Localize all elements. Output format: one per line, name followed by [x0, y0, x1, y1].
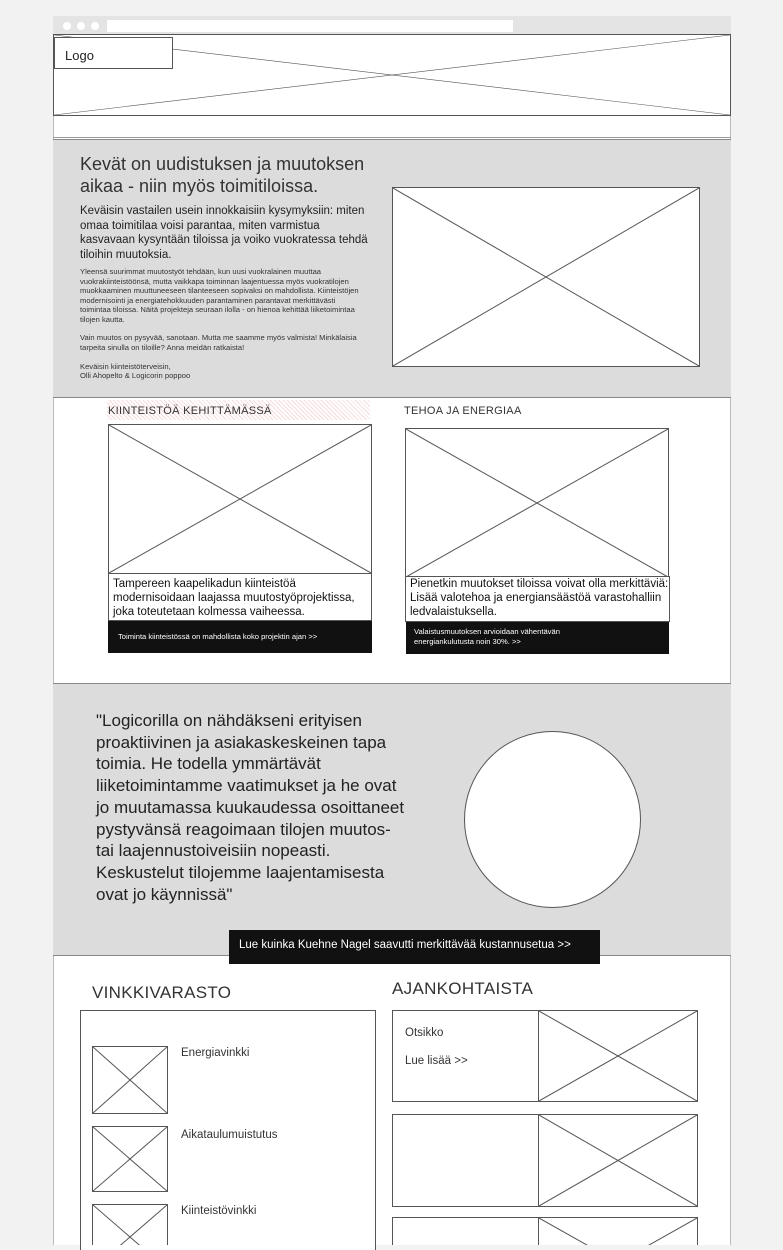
header-divider	[53, 137, 731, 138]
news-title: AJANKOHTAISTA	[392, 979, 534, 998]
hero-signature-line-2: Olli Ahopelto & Logicorin poppoo	[80, 371, 191, 380]
news-item-2-image-placeholder	[538, 1114, 698, 1207]
card-1-heading: KIINTEISTÖÄ KEHITTÄMÄSSÄ	[108, 405, 272, 417]
hero-image-placeholder	[392, 187, 700, 367]
card-2-image-placeholder	[405, 428, 669, 578]
hero-body-2: Vain muutos on pysyvää, sanotaan. Mutta me saamme myös valmista! Minkälaisia tarpeita sinulla on tiloille? Anna meidän ratkaista!	[80, 333, 357, 352]
testimonial-cta-label: Lue kuinka Kuehne Nagel saavutti merkittävää kustannusetua >>	[239, 939, 571, 951]
card-2-cta-button[interactable]	[406, 622, 669, 654]
window-maximize-dot[interactable]	[91, 22, 99, 30]
tip-3-label[interactable]: Kiinteistövinkki	[181, 1205, 257, 1217]
tip-2-label[interactable]: Aikataulumuistutus	[181, 1129, 278, 1141]
news-item-1-link[interactable]: Lue lisää >>	[405, 1055, 468, 1067]
card-1-image-placeholder	[108, 424, 372, 574]
testimonial-quote: "Logicorilla on nähdäkseni erityisen proaktiivinen ja asiakaskeskeinen tapa toimia. He todella ymmärtävät liiketoimintamme vaatimukset ja he ovat jo muutamassa kuukaudessa osoittaneet pystyvänsä reagoimaan tilojen muutos- tai laajennustoiveisiin nopeasti. Keskustelut tilojemme laajentamisesta ovat jo käynnissä"	[96, 711, 405, 904]
tips-title: VINKKIVARASTO	[92, 983, 232, 1002]
hero-lead: Keväisin vastailen usein innokkaisiin kysymyksiin: miten omaa toimitilaa voisi parantaa, miten varmistua kasvavaan kysyntään tiloissa ja voiko vuokratessa tehdä tiloihin muutoksia.	[80, 205, 368, 261]
window-minimize-dot[interactable]	[77, 22, 85, 30]
news-item-1-image-placeholder	[538, 1010, 698, 1102]
card-2-text: Pienetkin muutokset tiloissa voivat olla merkittäviä: Lisää valotehoa ja energiansäästöä varastohalliin ledvalaistuksella.	[410, 578, 669, 618]
tip-1-image-placeholder	[92, 1046, 168, 1114]
window-close-dot[interactable]	[63, 22, 71, 30]
testimonial-avatar-placeholder	[464, 731, 641, 908]
logo-text: Logo	[65, 48, 94, 63]
address-bar[interactable]	[107, 20, 513, 32]
card-2-cta-label: Valaistusmuutoksen arvioidaan vähentävän energiankulutusta noin 30%. >>	[414, 627, 560, 646]
news-item-1-title: Otsikko	[405, 1027, 444, 1039]
card-1-text: Tampereen kaapelikadun kiinteistöä modernisoidaan laajassa muutostyöprojektissa, joka toteutetaan kolmessa vaiheessa.	[113, 578, 355, 618]
card-1-cta-label: Toiminta kiinteistössä on mahdollista koko projektin ajan >>	[118, 632, 318, 641]
card-1-cta-button[interactable]	[108, 621, 372, 653]
tip-3-image-placeholder	[92, 1204, 168, 1245]
tip-2-image-placeholder	[92, 1126, 168, 1192]
testimonial-cta-button[interactable]	[229, 930, 600, 964]
logo[interactable]	[54, 37, 173, 69]
tip-1-label[interactable]: Energiavinkki	[181, 1047, 250, 1059]
hero-body: Yleensä suurimmat muutostyöt tehdään, kun uusi vuokralainen muuttaa vuokrakiinteistöönsä, mutta vaikkapa toiminnan laajentuessa myös vuokratilojen muokkaaminen muuttuneeseen tilanteeseen sopivaksi on mahdollista. Kiinteistöjen modernisointi ja energiatehokkuuden parantaminen parantavat merkittävästi toimintaa tiloissa. Näitä projekteja seuraan ilolla - on hienoa kehittää liiketoimintaa tilojen kautta.	[80, 267, 359, 324]
news-item-3-image-placeholder	[538, 1217, 698, 1245]
hero-signature-line-1: Keväisin kiinteistöterveisin,	[80, 362, 171, 371]
hero-title: Kevät on uudistuksen ja muutoksen aikaa - niin myös toimitiloissa.	[80, 154, 365, 196]
card-2-heading: TEHOA JA ENERGIAA	[404, 405, 522, 417]
